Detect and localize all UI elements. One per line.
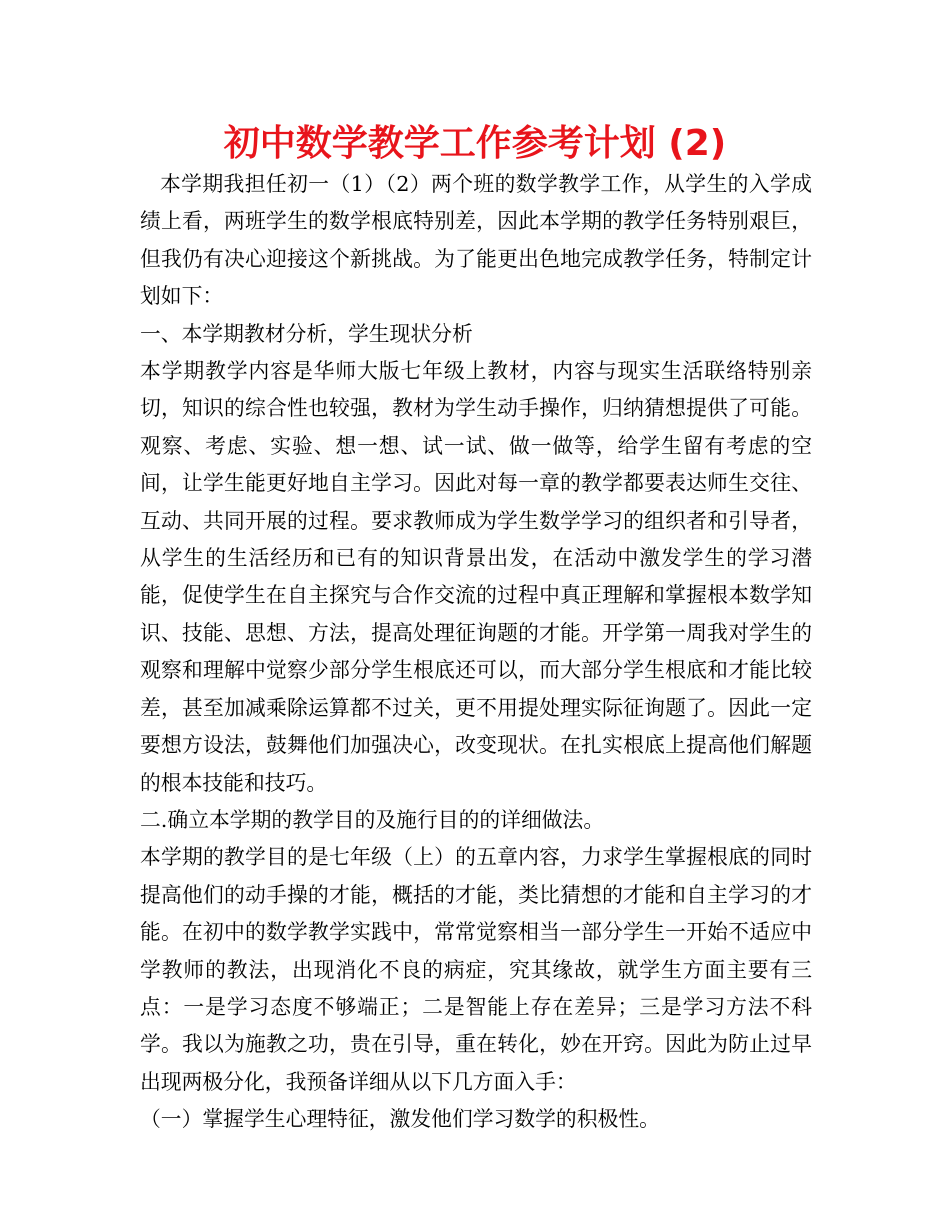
paragraph-material-analysis: 本学期教学内容是华师大版七年级上教材，内容与现实生活联络特别亲切，知识的综合性也较强，教材为学生动手操作，归纳猜想提供了可能。观察、考虑、实验、想一想、试一试、做一做等，给学生留有考虑的空间，让学生能更好地自主学习。因此对每一章的教学都要表达师生交往、互动、共同开展的过程。要求教师成为学生数学学习的组织者和引导者，从学生的生活经历和已有的知识背景出发，在活动中激发学生的学习潜能，促使学生在自主探究与合作交流的过程中真正理解和掌握根本数学知识、技能、思想、方法，提高处理征询题的才能。开学第一周我对学生的观察和理解中觉察少部分学生根底还可以，而大部分学生根底和才能比较差，甚至加减乘除运算都不过关，更不用提处理实际征询题了。因此一定要想方设法，鼓舞他们加强决心，改变现状。在扎实根底上提高他们解题的根本技能和技巧。 [140, 359, 812, 795]
section-heading-1: 一、本学期教材分析，学生现状分析 [140, 321, 473, 346]
paragraph-intro: 本学期我担任初一（1）（2）两个班的数学教学工作，从学生的入学成绩上看，两班学生的数学根底特别差，因此本学期的教学任务特别艰巨，但我仍有决心迎接这个新挑战。为了能更出色地完成教学任务，特制定计划如下： [140, 172, 812, 309]
subsection-heading-1: （一）掌握学生心理特征，激发他们学习数学的积极性。 [140, 1107, 660, 1132]
document-body [140, 166, 812, 1139]
document-title: 初中数学教学工作参考计划 (2) [223, 123, 727, 164]
section-heading-2: 二.确立本学期的教学目的及施行目的的详细做法。 [140, 807, 605, 832]
paragraph-teaching-goals: 本学期的教学目的是七年级（上）的五章内容，力求学生掌握根底的同时提高他们的动手操的才能，概括的才能，类比猜想的才能和自主学习的才能。在初中的数学教学实践中，常常觉察相当一部分学生一开始不适应中学教师的教法，出现消化不良的病症，究其缘故，就学生方面主要有三点：一是学习态度不够端正；二是智能上存在差异；三是学习方法不科学。我以为施教之功，贵在引导，重在转化，妙在开窍。因此为防止过早出现两极分化，我预备详细从以下几方面入手： [140, 845, 812, 1094]
